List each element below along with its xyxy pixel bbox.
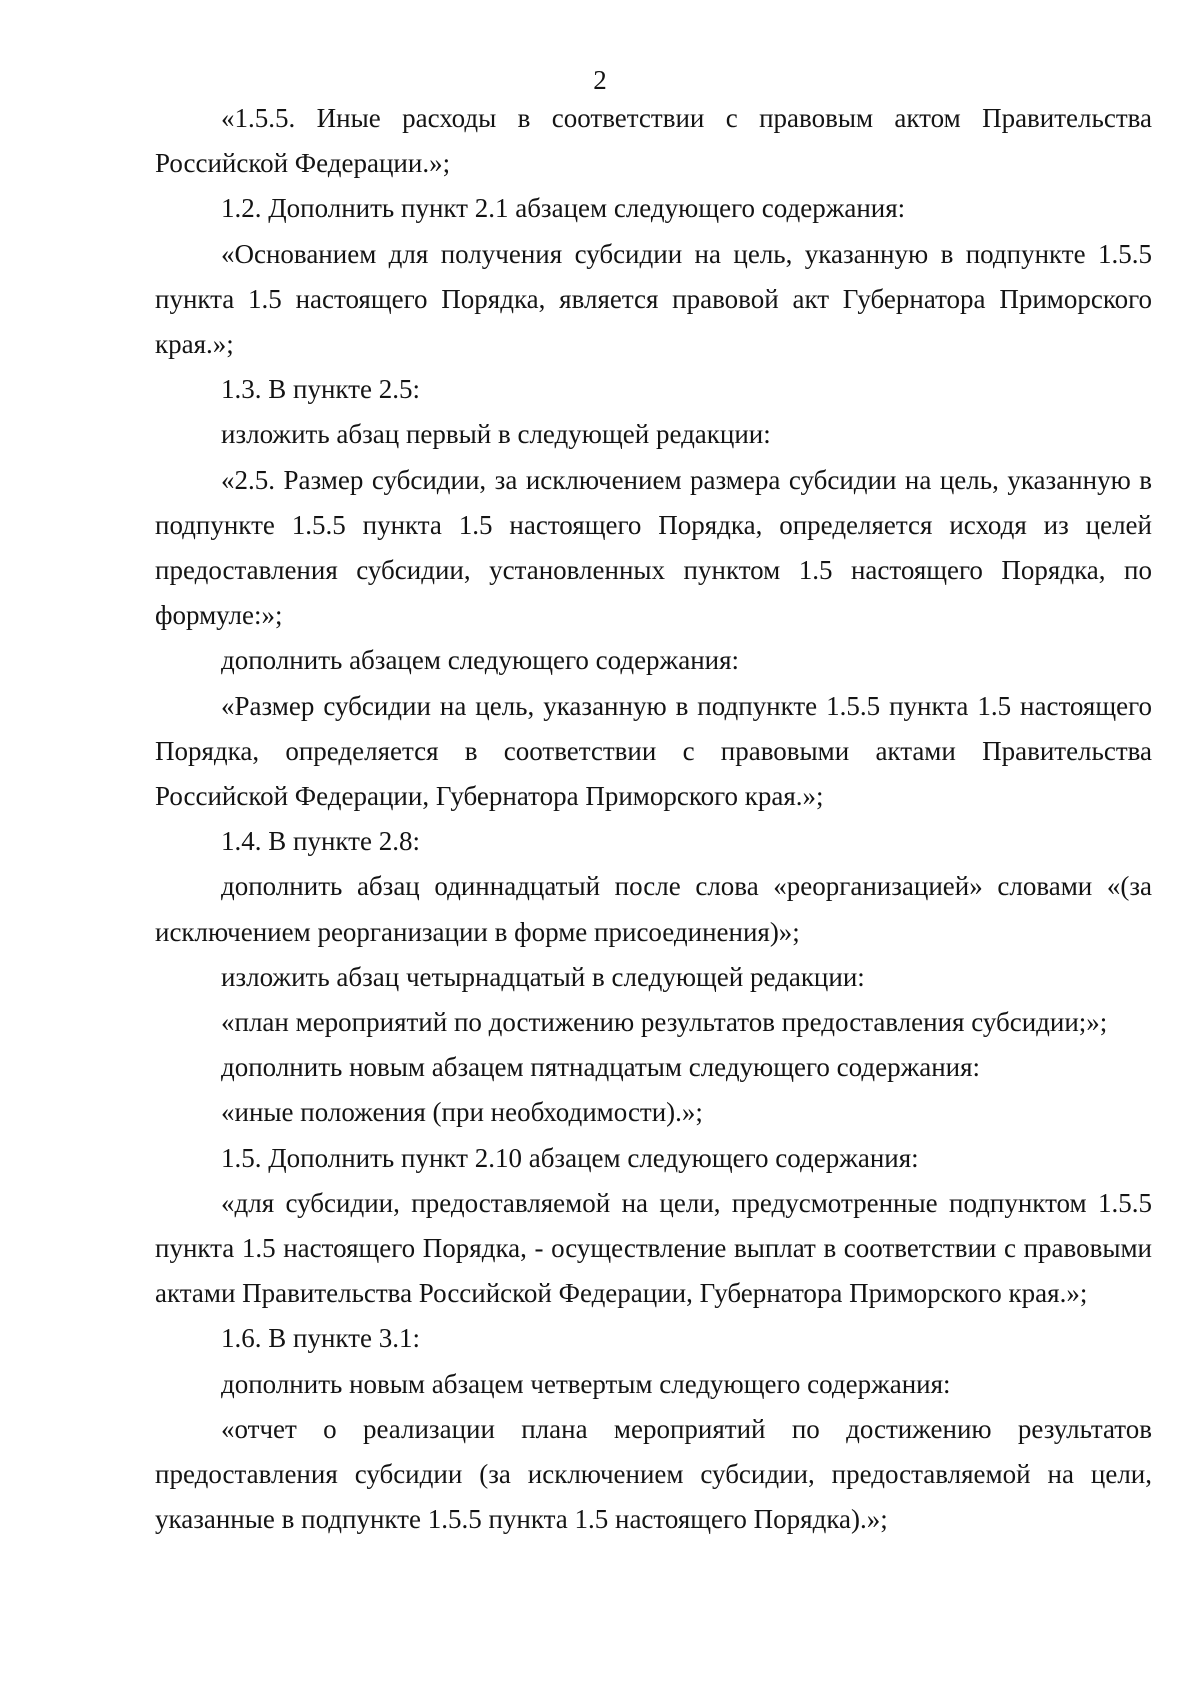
document-body xyxy=(155,96,1152,1543)
paragraph-other-provisions-quote: «иные положения (при необходимости).»; xyxy=(221,1097,703,1128)
page-number: 2 xyxy=(593,65,607,95)
paragraph-1-4: 1.4. В пункте 2.8: xyxy=(221,826,420,857)
paragraph-1-4-fourteenth: изложить абзац четырнадцатый в следующей редакции: xyxy=(221,961,865,992)
paragraph-1-3: 1.3. В пункте 2.5: xyxy=(221,374,420,405)
paragraph-plan-quote: «план мероприятий по достижению результатов предоставления субсидии;»; xyxy=(221,1007,1108,1038)
paragraph-subsidy-size-quote: «Размер субсидии на цель, указанную в подпункте 1.5.5 пункта 1.5 настоящего Порядка, определяется в соответствии с правовыми актами Правительства Российской Федерации, Губернатора Приморского края.»; xyxy=(155,690,1152,812)
paragraph-report-quote: «отчет о реализации плана мероприятий по достижению результатов предоставления субсидии (за исключением субсидии, предоставляемой на цели, указанные в подпункте 1.5.5 пункта 1.5 настоящего Порядка).»; xyxy=(155,1413,1152,1535)
paragraph-1-5: 1.5. Дополнить пункт 2.10 абзацем следующего содержания: xyxy=(221,1142,919,1173)
paragraph-payments-quote: «для субсидии, предоставляемой на цели, предусмотренные подпунктом 1.5.5 пункта 1.5 настоящего Порядка, - осуществление выплат в соответствии с правовыми актами Правительства Российской Федерации, Губернатора Приморского края.»; xyxy=(155,1187,1152,1309)
paragraph-1-4-fifteenth: дополнить новым абзацем пятнадцатым следующего содержания: xyxy=(221,1052,981,1083)
paragraph-1-6-fourth: дополнить новым абзацем четвертым следующего содержания: xyxy=(221,1368,951,1399)
paragraph-1-2-quote: «Основанием для получения субсидии на цель, указанную в подпункте 1.5.5 пункта 1.5 настоящего Порядка, является правовой акт Губернатора Приморского края.»; xyxy=(155,238,1152,360)
paragraph-1-2: 1.2. Дополнить пункт 2.1 абзацем следующего содержания: xyxy=(221,193,906,224)
paragraph-1-3-addition: дополнить абзацем следующего содержания: xyxy=(221,645,740,676)
paragraph-1-5-5: «1.5.5. Иные расходы в соответствии с правовым актом Правительства Российской Федерации.»; xyxy=(155,103,1152,179)
paragraph-1-4-eleventh: дополнить абзац одиннадцатый после слова «реорганизацией» словами «(за исключением реорганизации в форме присоединения)»; xyxy=(155,871,1152,947)
paragraph-1-6: 1.6. В пункте 3.1: xyxy=(221,1323,420,1354)
paragraph-1-3-instruction: изложить абзац первый в следующей редакции: xyxy=(221,419,771,450)
paragraph-2-5-quote: «2.5. Размер субсидии, за исключением размера субсидии на цель, указанную в подпункте 1.5.5 пункта 1.5 настоящего Порядка, определяется исходя из целей предоставления субсидии, установленных пунктом 1.5 настоящего Порядка, по формуле:»; xyxy=(155,464,1152,631)
